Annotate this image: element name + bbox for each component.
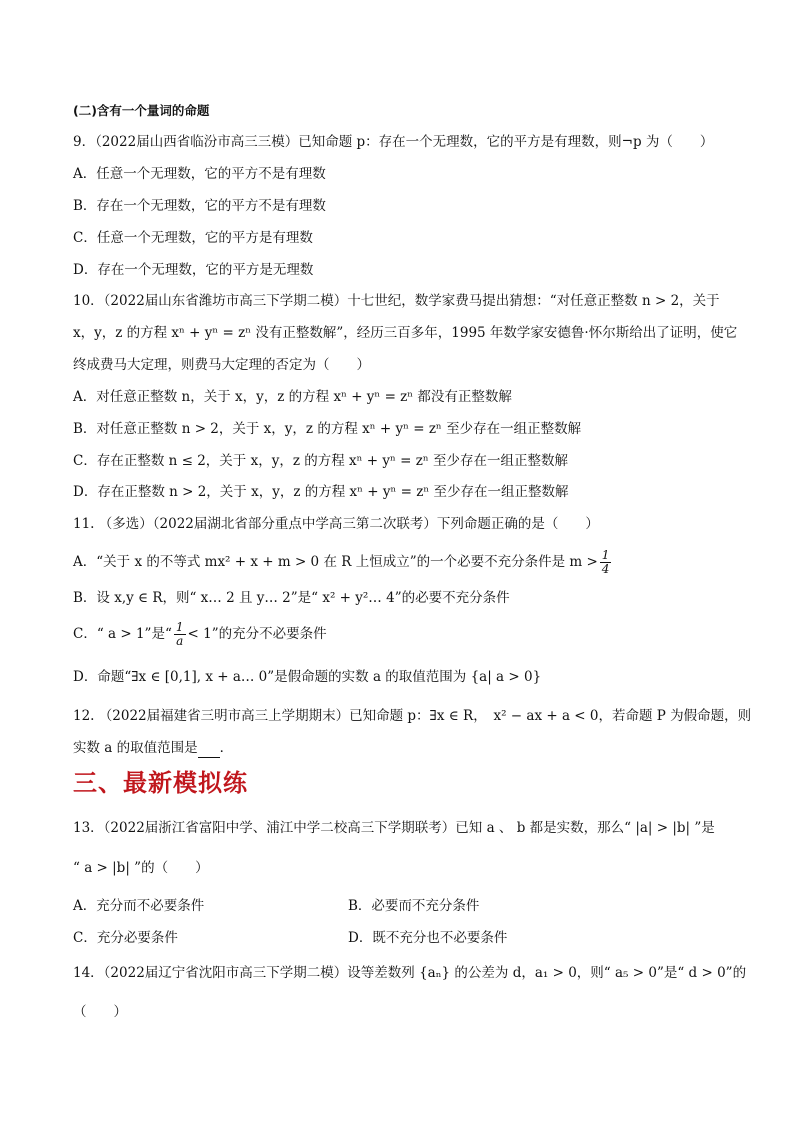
q11-option-a-fraction [600,549,612,576]
q13-line-2: “ a > |b| ”的（ ） [73,860,209,876]
q13-option-a: A．充分而不必要条件 [73,898,205,914]
q11-option-b: B．设 x,y ∈ R，则“ x… 2 且 y… 2”是“ x² + y²… 4”的必要不充分条件 [73,590,510,606]
q12-line-1: 12. （2022届福建省三明市高三上学期期末）已知命题 p：∃x ∈ R， x² − ax + a < 0，若命题 P 为假命题，则 [73,708,752,724]
q9-option-d: D．存在一个无理数，它的平方是无理数 [73,262,314,278]
q12-line-2-end: ． [219,740,234,756]
q11-option-d: D．命题“∃x ∈ [0,1], x + a… 0”是假命题的实数 a 的取值范围为 {a| a > 0} [73,669,542,685]
q10-line-3: 终成费马大定理，则费马大定理的否定为（ ） [73,357,370,373]
q10-option-c: C．存在正整数 n ≤ 2，关于 x，y，z 的方程 xⁿ + yⁿ = zⁿ 至少存在一组正整数解 [73,453,568,469]
q10-option-d: D．存在正整数 n > 2，关于 x，y，z 的方程 xⁿ + yⁿ = zⁿ 至少存在一组正整数解 [73,484,569,500]
fraction-numerator: 1 [601,548,610,562]
q10-line-2: x，y，z 的方程 xⁿ + yⁿ = zⁿ 没有正整数解”，经历三百多年，1995 年数学家安德鲁·怀尔斯给出了证明，使它 [73,325,738,341]
q10-option-a: A．对任意正整数 n，关于 x，y，z 的方程 xⁿ + yⁿ = zⁿ 都没有正整数解 [73,389,512,405]
q13-line-1: 13．（2022届浙江省富阳中学、浦江中学二校高三下学期联考）已知 a 、 b 都是实数，那么“ |a| > |b| ”是 [73,820,715,836]
q11-option-a [73,548,613,576]
q11-option-c [73,620,327,648]
q10-option-b: B．对任意正整数 n > 2，关于 x，y，z 的方程 xⁿ + yⁿ = zⁿ 至少存在一组正整数解 [73,421,582,437]
q10-line-1: 10．（2022届山东省潍坊市高三下学期二模）十七世纪，数学家费马提出猜想：“对任意正整数 n > 2，关于 [73,293,720,309]
q13-option-d: D．既不充分也不必要条件 [348,930,508,946]
q14-line-1: 14．（2022届辽宁省沈阳市高三下学期二模）设等差数列 {aₙ} 的公差为 d，a₁ > 0，则“ a₅ > 0”是“ d > 0”的 [73,965,747,981]
q13-option-c: C．充分必要条件 [73,930,178,946]
fraction-denominator: 4 [601,562,610,576]
q11-option-a-text: A．“关于 x 的不等式 mx² + x + m > 0 在 R 上恒成立”的一个必要不充分条件是 m > [73,554,598,570]
answer-blank [198,743,220,758]
q11-stem: 11. （多选）（2022届湖北省部分重点中学高三第二次联考）下列命题正确的是（ ） [73,516,599,532]
q12-line-2-text: 实数 a 的取值范围是 [73,740,198,756]
q12-line-2 [73,738,233,758]
fraction-denominator: a [176,634,184,648]
q11-option-c-text-pre: C．“ a > 1”是“ [73,626,172,642]
q9-option-c: C．任意一个无理数，它的平方是有理数 [73,230,313,246]
q9-stem: 9．（2022届山西省临汾市高三三模）已知命题 p：存在一个无理数，它的平方是有理数，则¬p 为（ ） [73,134,714,150]
q9-option-b: B．存在一个无理数，它的平方不是有理数 [73,198,326,214]
q11-option-c-fraction [174,621,186,648]
q11-option-c-text-post: < 1”的充分不必要条件 [187,626,327,642]
section-heading: 三、最新模拟练 [73,769,248,797]
q9-option-a: A．任意一个无理数，它的平方不是有理数 [73,166,326,182]
q13-option-b: B．必要而不充分条件 [348,898,480,914]
q14-line-2: （ ） [73,1004,127,1020]
fraction-numerator: 1 [175,620,184,634]
section-title: (二)含有一个量词的命题 [73,103,210,118]
